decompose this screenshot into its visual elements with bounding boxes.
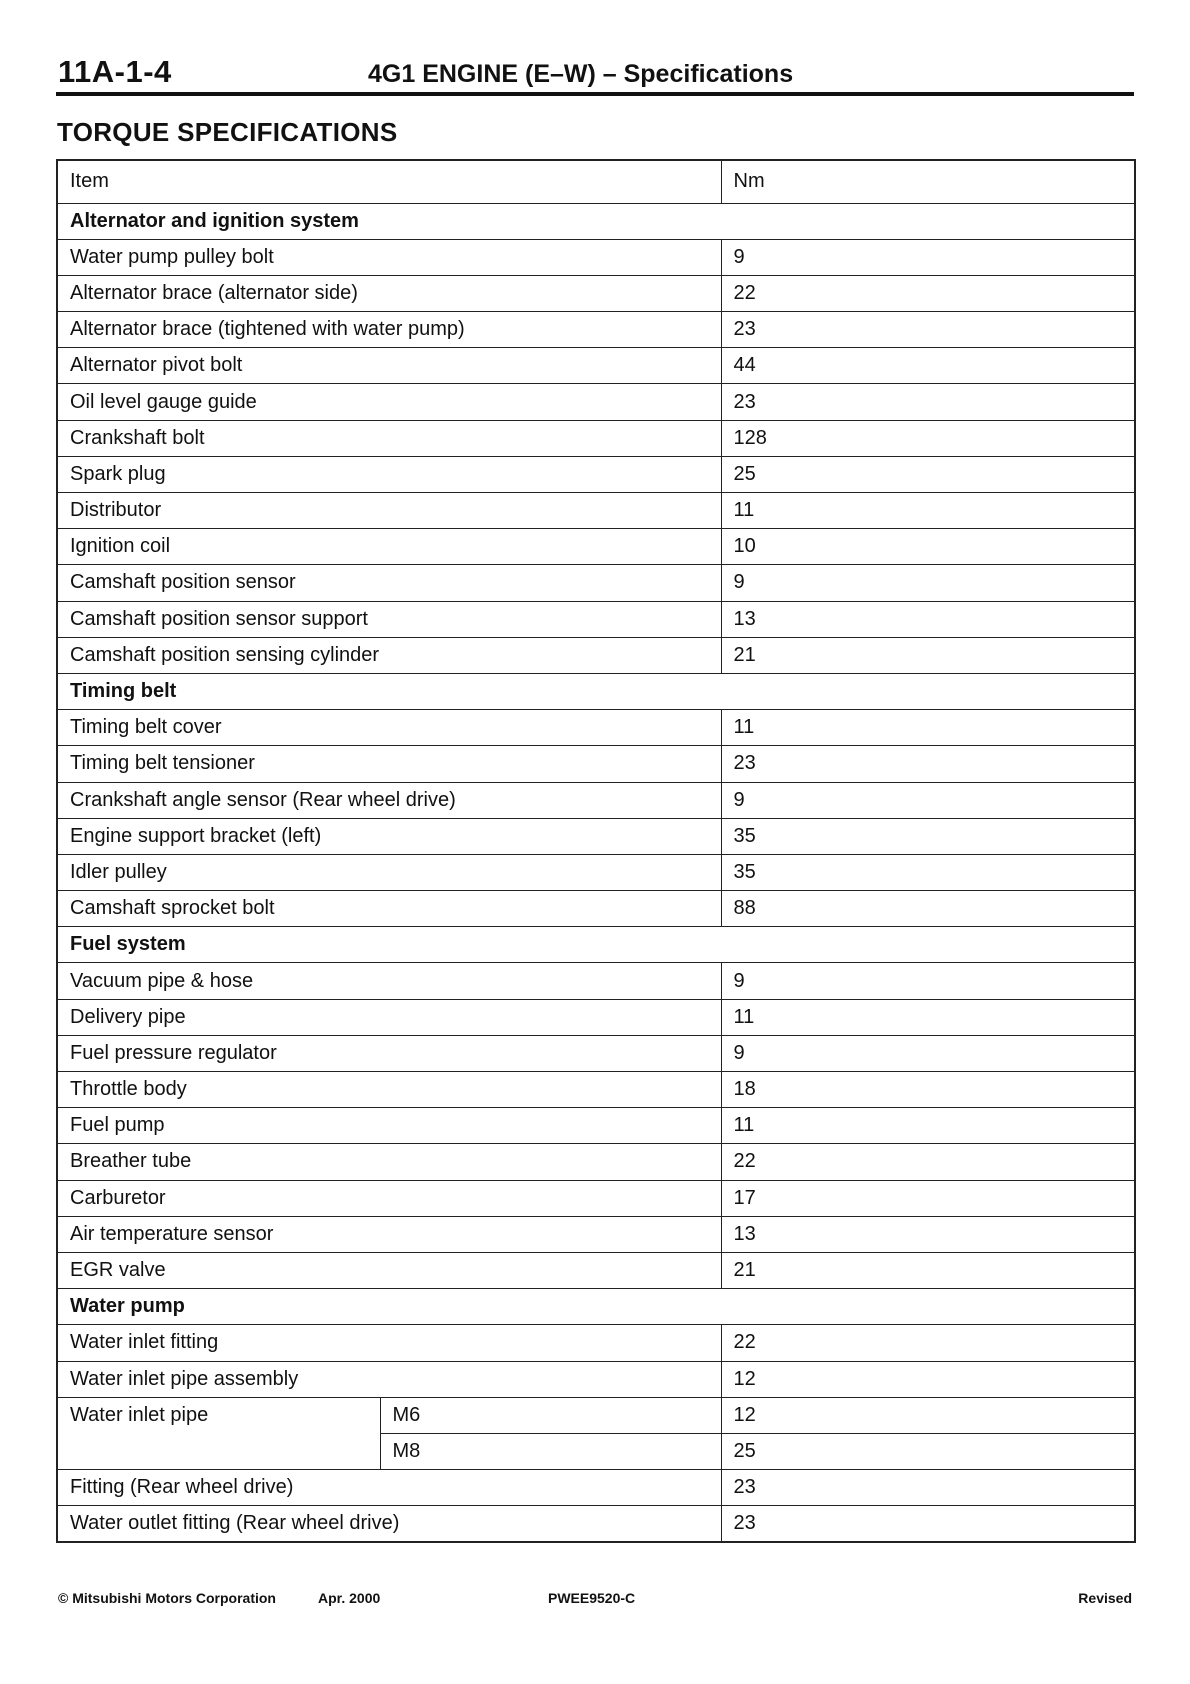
torque-value: 9: [721, 239, 1135, 275]
table-row: [57, 963, 1135, 999]
group-title-alternator: Alternator and ignition system: [57, 203, 1135, 239]
torque-value: 9: [721, 565, 1135, 601]
torque-value: 44: [721, 348, 1135, 384]
item-name: Throttle body: [57, 1072, 721, 1108]
table-row: [57, 456, 1135, 492]
torque-value: 13: [721, 1216, 1135, 1252]
item-name: Crankshaft angle sensor (Rear wheel drive): [57, 782, 721, 818]
page-header: [56, 52, 1134, 96]
torque-value: 22: [721, 1325, 1135, 1361]
torque-value: 11: [721, 710, 1135, 746]
item-name: Air temperature sensor: [57, 1216, 721, 1252]
item-name: Alternator brace (alternator side): [57, 275, 721, 311]
torque-value: 23: [721, 1470, 1135, 1506]
item-name: Timing belt tensioner: [57, 746, 721, 782]
table-row: [57, 1397, 1135, 1433]
group-header-row: [57, 203, 1135, 239]
torque-value: 22: [721, 275, 1135, 311]
column-header-item: Item: [57, 160, 721, 203]
table-row: [57, 891, 1135, 927]
item-name: Fuel pump: [57, 1108, 721, 1144]
page-footer: [58, 1590, 1132, 1610]
torque-value: 23: [721, 384, 1135, 420]
footer-date: Apr. 2000: [318, 1590, 381, 1606]
item-name: Water inlet pipe: [57, 1397, 380, 1469]
table-row: [57, 239, 1135, 275]
torque-value: 88: [721, 891, 1135, 927]
table-row: [57, 493, 1135, 529]
torque-value: 11: [721, 999, 1135, 1035]
table-row: [57, 275, 1135, 311]
bolt-size: M6: [380, 1397, 721, 1433]
item-name: Delivery pipe: [57, 999, 721, 1035]
table-row: [57, 746, 1135, 782]
table-row: [57, 565, 1135, 601]
footer-status: Revised: [1078, 1590, 1132, 1606]
item-name: Vacuum pipe & hose: [57, 963, 721, 999]
table-row: [57, 1325, 1135, 1361]
table-row: [57, 710, 1135, 746]
item-name: Camshaft position sensor support: [57, 601, 721, 637]
table-row: [57, 420, 1135, 456]
item-name: Water pump pulley bolt: [57, 239, 721, 275]
table-row: [57, 1035, 1135, 1071]
column-header-nm: Nm: [721, 160, 1135, 203]
group-header-row: [57, 1289, 1135, 1325]
table-row: [57, 601, 1135, 637]
footer-copyright: © Mitsubishi Motors Corporation: [58, 1590, 276, 1606]
bolt-size: M8: [380, 1433, 721, 1469]
table-row: [57, 1252, 1135, 1288]
torque-spec-table: [56, 159, 1136, 1543]
table-row: [57, 1506, 1135, 1542]
item-name: Ignition coil: [57, 529, 721, 565]
torque-value: 25: [721, 1433, 1135, 1469]
torque-value: 22: [721, 1144, 1135, 1180]
table-row: [57, 1361, 1135, 1397]
torque-value: 10: [721, 529, 1135, 565]
torque-value: 12: [721, 1397, 1135, 1433]
torque-value: 18: [721, 1072, 1135, 1108]
item-name: Idler pulley: [57, 854, 721, 890]
torque-value: 21: [721, 637, 1135, 673]
torque-value: 35: [721, 854, 1135, 890]
torque-value: 23: [721, 1506, 1135, 1542]
torque-value: 9: [721, 1035, 1135, 1071]
torque-value: 9: [721, 782, 1135, 818]
table-row: [57, 1144, 1135, 1180]
footer-doc-code: PWEE9520-C: [548, 1590, 636, 1606]
item-name: Water outlet fitting (Rear wheel drive): [57, 1506, 721, 1542]
item-name: Fuel pressure regulator: [57, 1035, 721, 1071]
item-name: Camshaft sprocket bolt: [57, 891, 721, 927]
item-name: Alternator pivot bolt: [57, 348, 721, 384]
item-name: Engine support bracket (left): [57, 818, 721, 854]
torque-value: 11: [721, 1108, 1135, 1144]
torque-value: 35: [721, 818, 1135, 854]
torque-value: 128: [721, 420, 1135, 456]
table-row: [57, 348, 1135, 384]
item-name: Water inlet pipe assembly: [57, 1361, 721, 1397]
page-number: 11A-1-4: [58, 54, 172, 89]
table-row: [57, 1216, 1135, 1252]
item-name: EGR valve: [57, 1252, 721, 1288]
item-name: Water inlet fitting: [57, 1325, 721, 1361]
item-name: Carburetor: [57, 1180, 721, 1216]
item-name: Alternator brace (tightened with water pump): [57, 312, 721, 348]
item-name: Spark plug: [57, 456, 721, 492]
table-row: [57, 384, 1135, 420]
item-name: Fitting (Rear wheel drive): [57, 1470, 721, 1506]
torque-value: 23: [721, 312, 1135, 348]
item-name: Timing belt cover: [57, 710, 721, 746]
group-header-row: [57, 673, 1135, 709]
torque-value: 17: [721, 1180, 1135, 1216]
torque-value: 21: [721, 1252, 1135, 1288]
table-row: [57, 312, 1135, 348]
table-row: [57, 854, 1135, 890]
table-row: [57, 1180, 1135, 1216]
table-row: [57, 529, 1135, 565]
table-row: [57, 1072, 1135, 1108]
torque-value: 13: [721, 601, 1135, 637]
group-title-timing: Timing belt: [57, 673, 1135, 709]
section-title: TORQUE SPECIFICATIONS: [57, 117, 398, 147]
torque-value: 23: [721, 746, 1135, 782]
table-row: [57, 637, 1135, 673]
torque-value: 12: [721, 1361, 1135, 1397]
group-header-row: [57, 927, 1135, 963]
table-row: [57, 1108, 1135, 1144]
item-name: Camshaft position sensing cylinder: [57, 637, 721, 673]
torque-value: 11: [721, 493, 1135, 529]
group-title-fuel: Fuel system: [57, 927, 1135, 963]
item-name: Breather tube: [57, 1144, 721, 1180]
table-row: [57, 782, 1135, 818]
item-name: Camshaft position sensor: [57, 565, 721, 601]
item-name: Oil level gauge guide: [57, 384, 721, 420]
torque-spec-table-body: [57, 160, 1135, 1542]
torque-value: 9: [721, 963, 1135, 999]
table-row: [57, 818, 1135, 854]
item-name: Crankshaft bolt: [57, 420, 721, 456]
group-title-water: Water pump: [57, 1289, 1135, 1325]
table-row: [57, 1470, 1135, 1506]
torque-value: 25: [721, 456, 1135, 492]
item-name: Distributor: [57, 493, 721, 529]
table-row: [57, 999, 1135, 1035]
table-header-row: [57, 160, 1135, 203]
header-title: 4G1 ENGINE (E–W) – Specifications: [368, 60, 794, 88]
